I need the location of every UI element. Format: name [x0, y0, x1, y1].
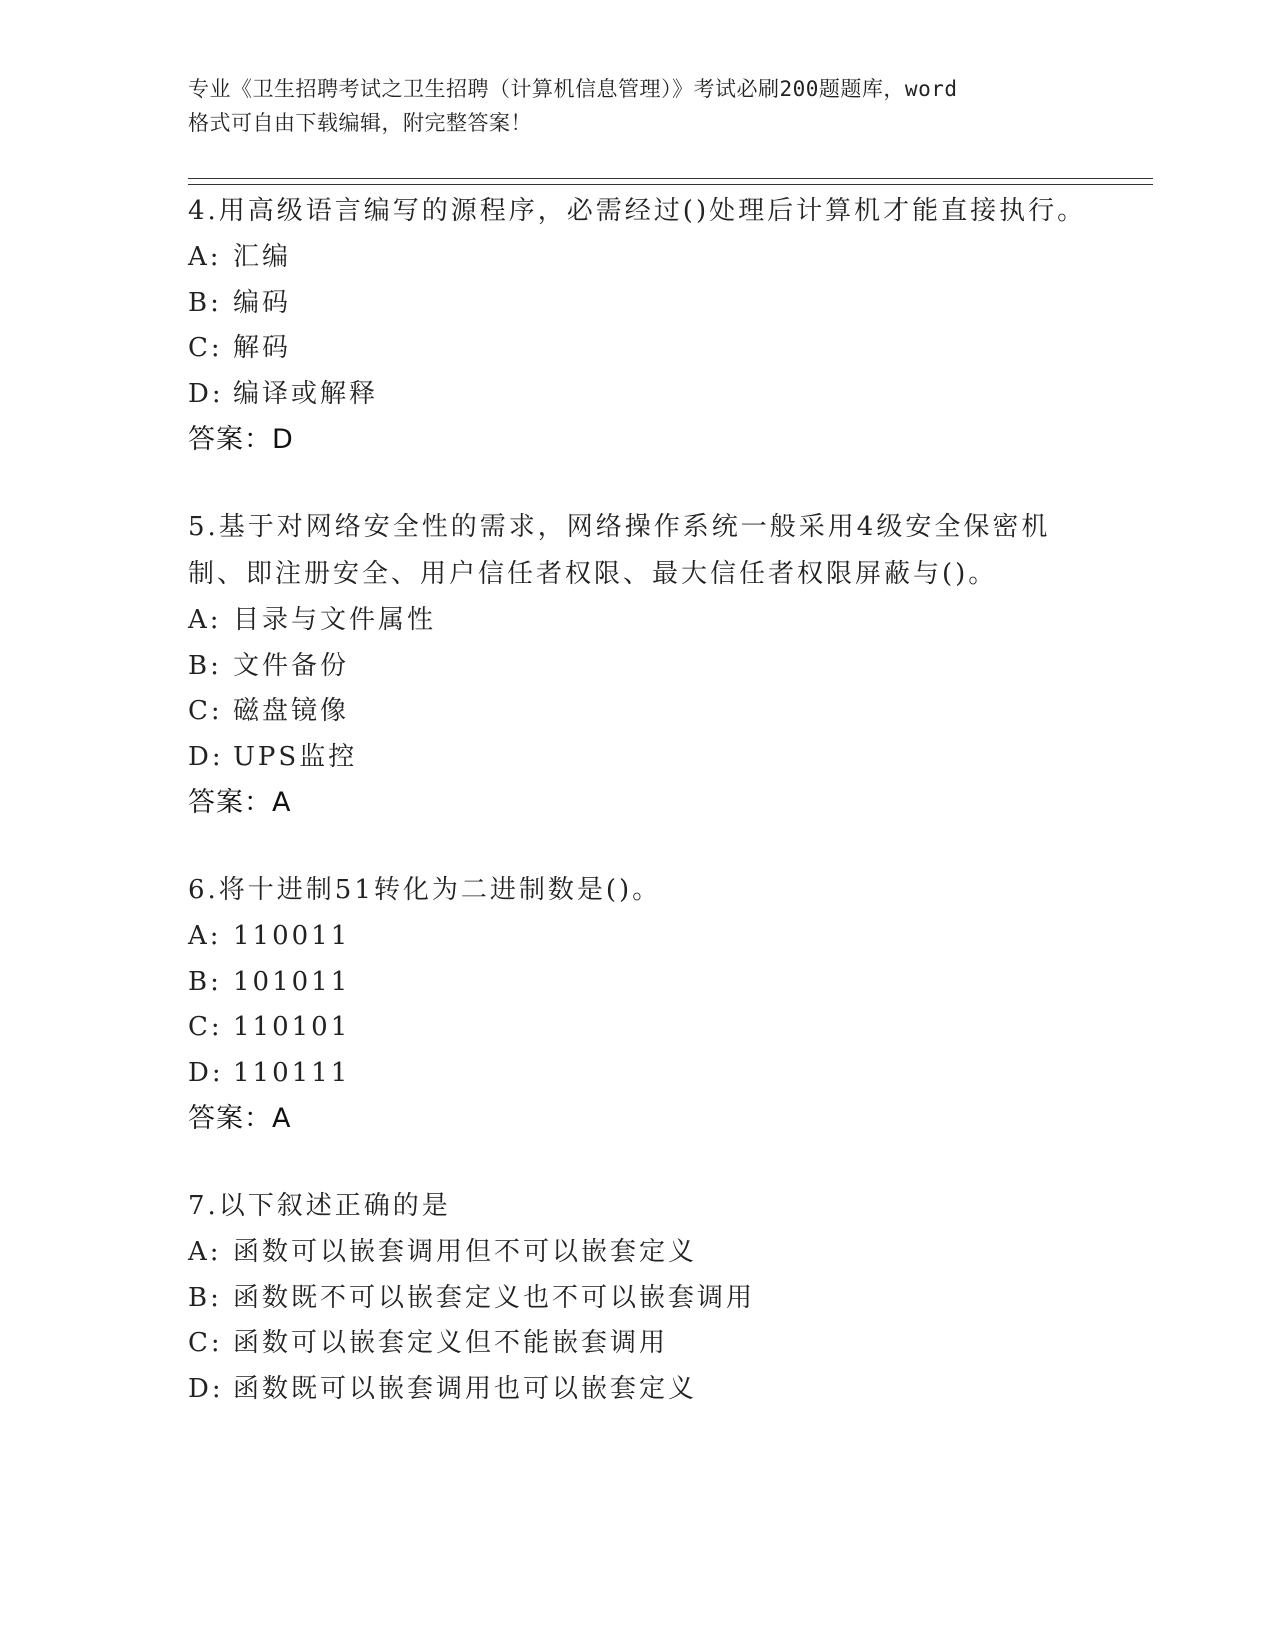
header-divider-bottom: [188, 184, 1153, 185]
option-a: [188, 914, 1088, 960]
option-text: 编码: [233, 287, 292, 318]
option-text: 110011: [233, 921, 351, 951]
option-letter: A:: [188, 1237, 222, 1267]
option-c: [188, 1005, 1088, 1051]
option-text: 110111: [233, 1057, 351, 1088]
option-c: [188, 689, 1088, 735]
option-text: 101011: [233, 966, 351, 997]
option-text: 磁盘镜像: [233, 696, 350, 726]
header-line-1: 专业《卫生招聘考试之卫生招聘（计算机信息管理）》考试必刷200题题库，word: [188, 77, 958, 101]
question-stem: 7.以下叙述正确的是: [188, 1191, 451, 1221]
option-text: 文件备份: [233, 650, 350, 681]
answer-line: 答案：A: [188, 787, 292, 818]
question-5: [188, 504, 1088, 825]
option-b: [188, 281, 1088, 327]
option-d: [188, 372, 1088, 418]
option-letter: A:: [188, 242, 222, 272]
option-d: [188, 1367, 1088, 1413]
document-header: [188, 72, 1088, 140]
option-letter: B:: [188, 966, 222, 997]
option-c: [188, 1321, 1088, 1367]
option-text: 函数既可以嵌套调用也可以嵌套定义: [233, 1373, 698, 1404]
question-list: [188, 188, 1088, 1454]
option-text: 110101: [233, 1012, 351, 1042]
option-letter: A:: [188, 921, 222, 951]
option-text: 函数既不可以嵌套定义也不可以嵌套调用: [233, 1282, 756, 1313]
option-c: [188, 326, 1088, 372]
question-4: [188, 188, 1088, 462]
option-d: [188, 735, 1088, 781]
option-letter: B:: [188, 650, 222, 681]
question-6: [188, 867, 1088, 1141]
header-divider-top: [188, 178, 1153, 179]
option-letter: C:: [188, 333, 223, 363]
option-text: 解码: [233, 333, 292, 363]
option-d: [188, 1051, 1088, 1097]
option-letter: C:: [188, 696, 223, 726]
header-line-2: 格式可自由下载编辑，附完整答案！: [188, 111, 532, 135]
option-letter: D:: [188, 1057, 224, 1088]
option-b: [188, 1276, 1088, 1322]
option-b: [188, 960, 1088, 1006]
option-letter: B:: [188, 1282, 222, 1313]
option-a: [188, 235, 1088, 281]
option-b: [188, 644, 1088, 690]
option-text: 汇编: [233, 242, 292, 272]
option-a: [188, 598, 1088, 644]
option-text: UPS监控: [233, 741, 358, 772]
option-text: 编译或解释: [233, 378, 379, 409]
answer-line: 答案：A: [188, 1103, 292, 1134]
option-text: 函数可以嵌套定义但不能嵌套调用: [233, 1328, 669, 1358]
option-text: 函数可以嵌套调用但不可以嵌套定义: [233, 1237, 698, 1267]
question-stem: 4.用高级语言编写的源程序，必需经过()处理后计算机才能直接执行。: [188, 196, 1087, 226]
question-7: [188, 1183, 1088, 1412]
option-letter: D:: [188, 378, 224, 409]
option-letter: B:: [188, 287, 222, 318]
option-text: 目录与文件属性: [233, 605, 437, 635]
question-stem: 5.基于对网络安全性的需求，网络操作系统一般采用4级安全保密机制、即注册安全、用户信任者权限、最大信任者权限屏蔽与()。: [188, 512, 1051, 589]
option-letter: C:: [188, 1328, 223, 1358]
option-letter: C:: [188, 1012, 223, 1042]
option-a: [188, 1230, 1088, 1276]
question-stem: 6.将十进制51转化为二进制数是()。: [188, 875, 662, 905]
option-letter: A:: [188, 605, 222, 635]
option-letter: D:: [188, 1373, 224, 1404]
answer-line: 答案：D: [188, 424, 294, 455]
option-letter: D:: [188, 741, 224, 772]
